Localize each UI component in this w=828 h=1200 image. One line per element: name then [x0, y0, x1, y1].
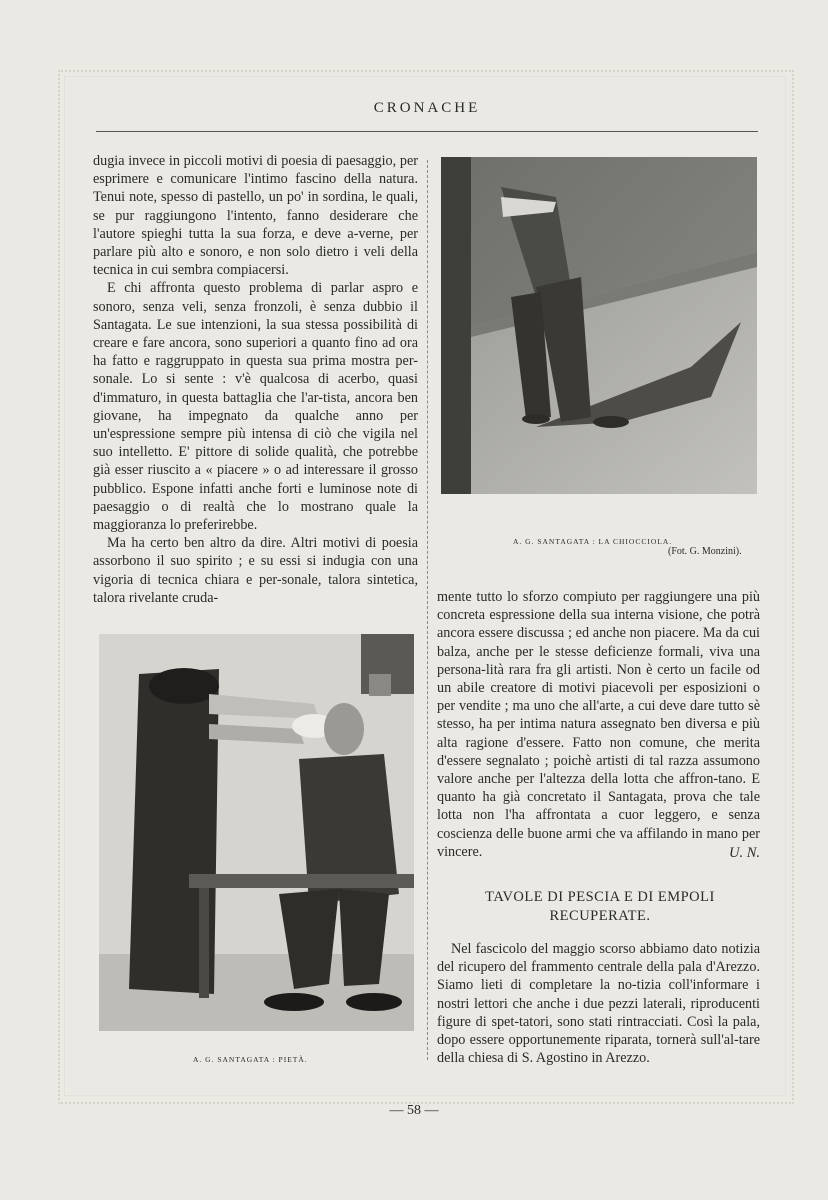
painting-pieta-image: [99, 634, 414, 1031]
left-column: [93, 152, 418, 607]
right-column: [437, 588, 760, 861]
header-rule: [96, 131, 758, 132]
column-divider: [427, 160, 429, 1060]
paragraph: dugia invece in piccoli motivi di poesia di paesaggio, per esprimere e comunicare l'intimo fascino della natura. Tenui note, spesso di pastello, un po' in sordina, le quali, se pur raggiungono l'intento, fanno desiderare che l'autore spieghi tutta la sua forza, e deve a-verne, per parlare più alto e sonoro, e non solo dietro i veli della tecnica in cui sembra compiacersi.: [93, 153, 418, 279]
paragraph: Ma ha certo ben altro da dire. Altri motivi di poesia assorbono il suo spirito ; e su essi si indugia con una vigoria di tecnica chiara e per-sonale, talora sintetica, talora rivelante cruda-: [93, 535, 418, 606]
page-number: — 58 —: [389, 1103, 439, 1118]
section-title: TAVOLE DI PESCIA E DI EMPOLI RECUPERATE.: [485, 889, 715, 924]
painting-chiocciola-image: [441, 157, 757, 494]
figure-caption: A. G. SANTAGATA : LA CHIOCCIOLA.: [513, 537, 673, 546]
paragraph: mente tutto lo sforzo compiuto per raggiungere una più concreta espressione della sua interna visione, che potrà ancora essere discussa ; ed anche non piacere. Ma da cui balza, anche per le stesse deficienze formali, viva una persona-lità rara fra gli artisti. Non è certo un facile od un abile creatore di motivi piacevoli per esposizioni o per vendite ; ma uno che all'arte, a cui deve dare tutto sè stesso, ha per intima natura assegnato ben diversa e più alta ragione d'essere. Fatto non comune, che merita d'essere segnalato ; poichè artisti di tal razza assumono valore anche per l'altezza della lotta che affron-tano. E quanto ha già concretato il Santagata, prova che tale lotta non l'ha affrontata a cuor leggero, e senza coscienza delle buone armi che va affilando in mano per vincere.: [437, 589, 760, 860]
figure-caption: A. G. SANTAGATA : PIETÀ.: [193, 1055, 308, 1064]
photo-pieta: [99, 634, 414, 1031]
section-body: [437, 940, 760, 1067]
photo-credit: (Fot. G. Monzini).: [668, 546, 742, 557]
running-header: CRONACHE: [373, 100, 481, 116]
paragraph: Nel fascicolo del maggio scorso abbiamo dato notizia del ricupero del frammento centrale della pala d'Arezzo. Siamo lieti di completare la no-tizia coll'informare i nostri lettori che anche i due pezzi laterali, riproducenti figure di spet-tatori, sono stati rintracciati. Così la pala, dopo essere opportunemente riparata, tornerà sull'al-tare della chiesa di S. Agostino in Arezzo.: [437, 941, 760, 1067]
photo-la-chiocciola: [441, 157, 757, 494]
signature: U. N.: [728, 845, 760, 861]
paragraph: E chi affronta questo problema di parlar aspro e sonoro, senza veli, senza fronzoli, è senza dubbio il Santagata. Le sue intenzioni, la sua stessa possibilità di creare e fare ancora, sono superiori a quanto fino ad ora ha fatto e raggruppato in questa sua prima mostra per-sonale. Lo si sente : v'è qualcosa di acerbo, quasi d'immaturo, in questa battaglia che l'ar-tista, ancora ben giovane, ha impegnato da qualche anno per un'espressione sempre più intensa di ciò che vigila nel suo intelletto. E' pittore di solide qualità, che potrebbe già esser riuscito a « piacere » o ad interessare il grosso pubblico. Espone infatti anche forti e luminose note di paesaggio o di realtà che lo mostrano quale la maggioranza lo preferirebbe.: [93, 280, 418, 534]
